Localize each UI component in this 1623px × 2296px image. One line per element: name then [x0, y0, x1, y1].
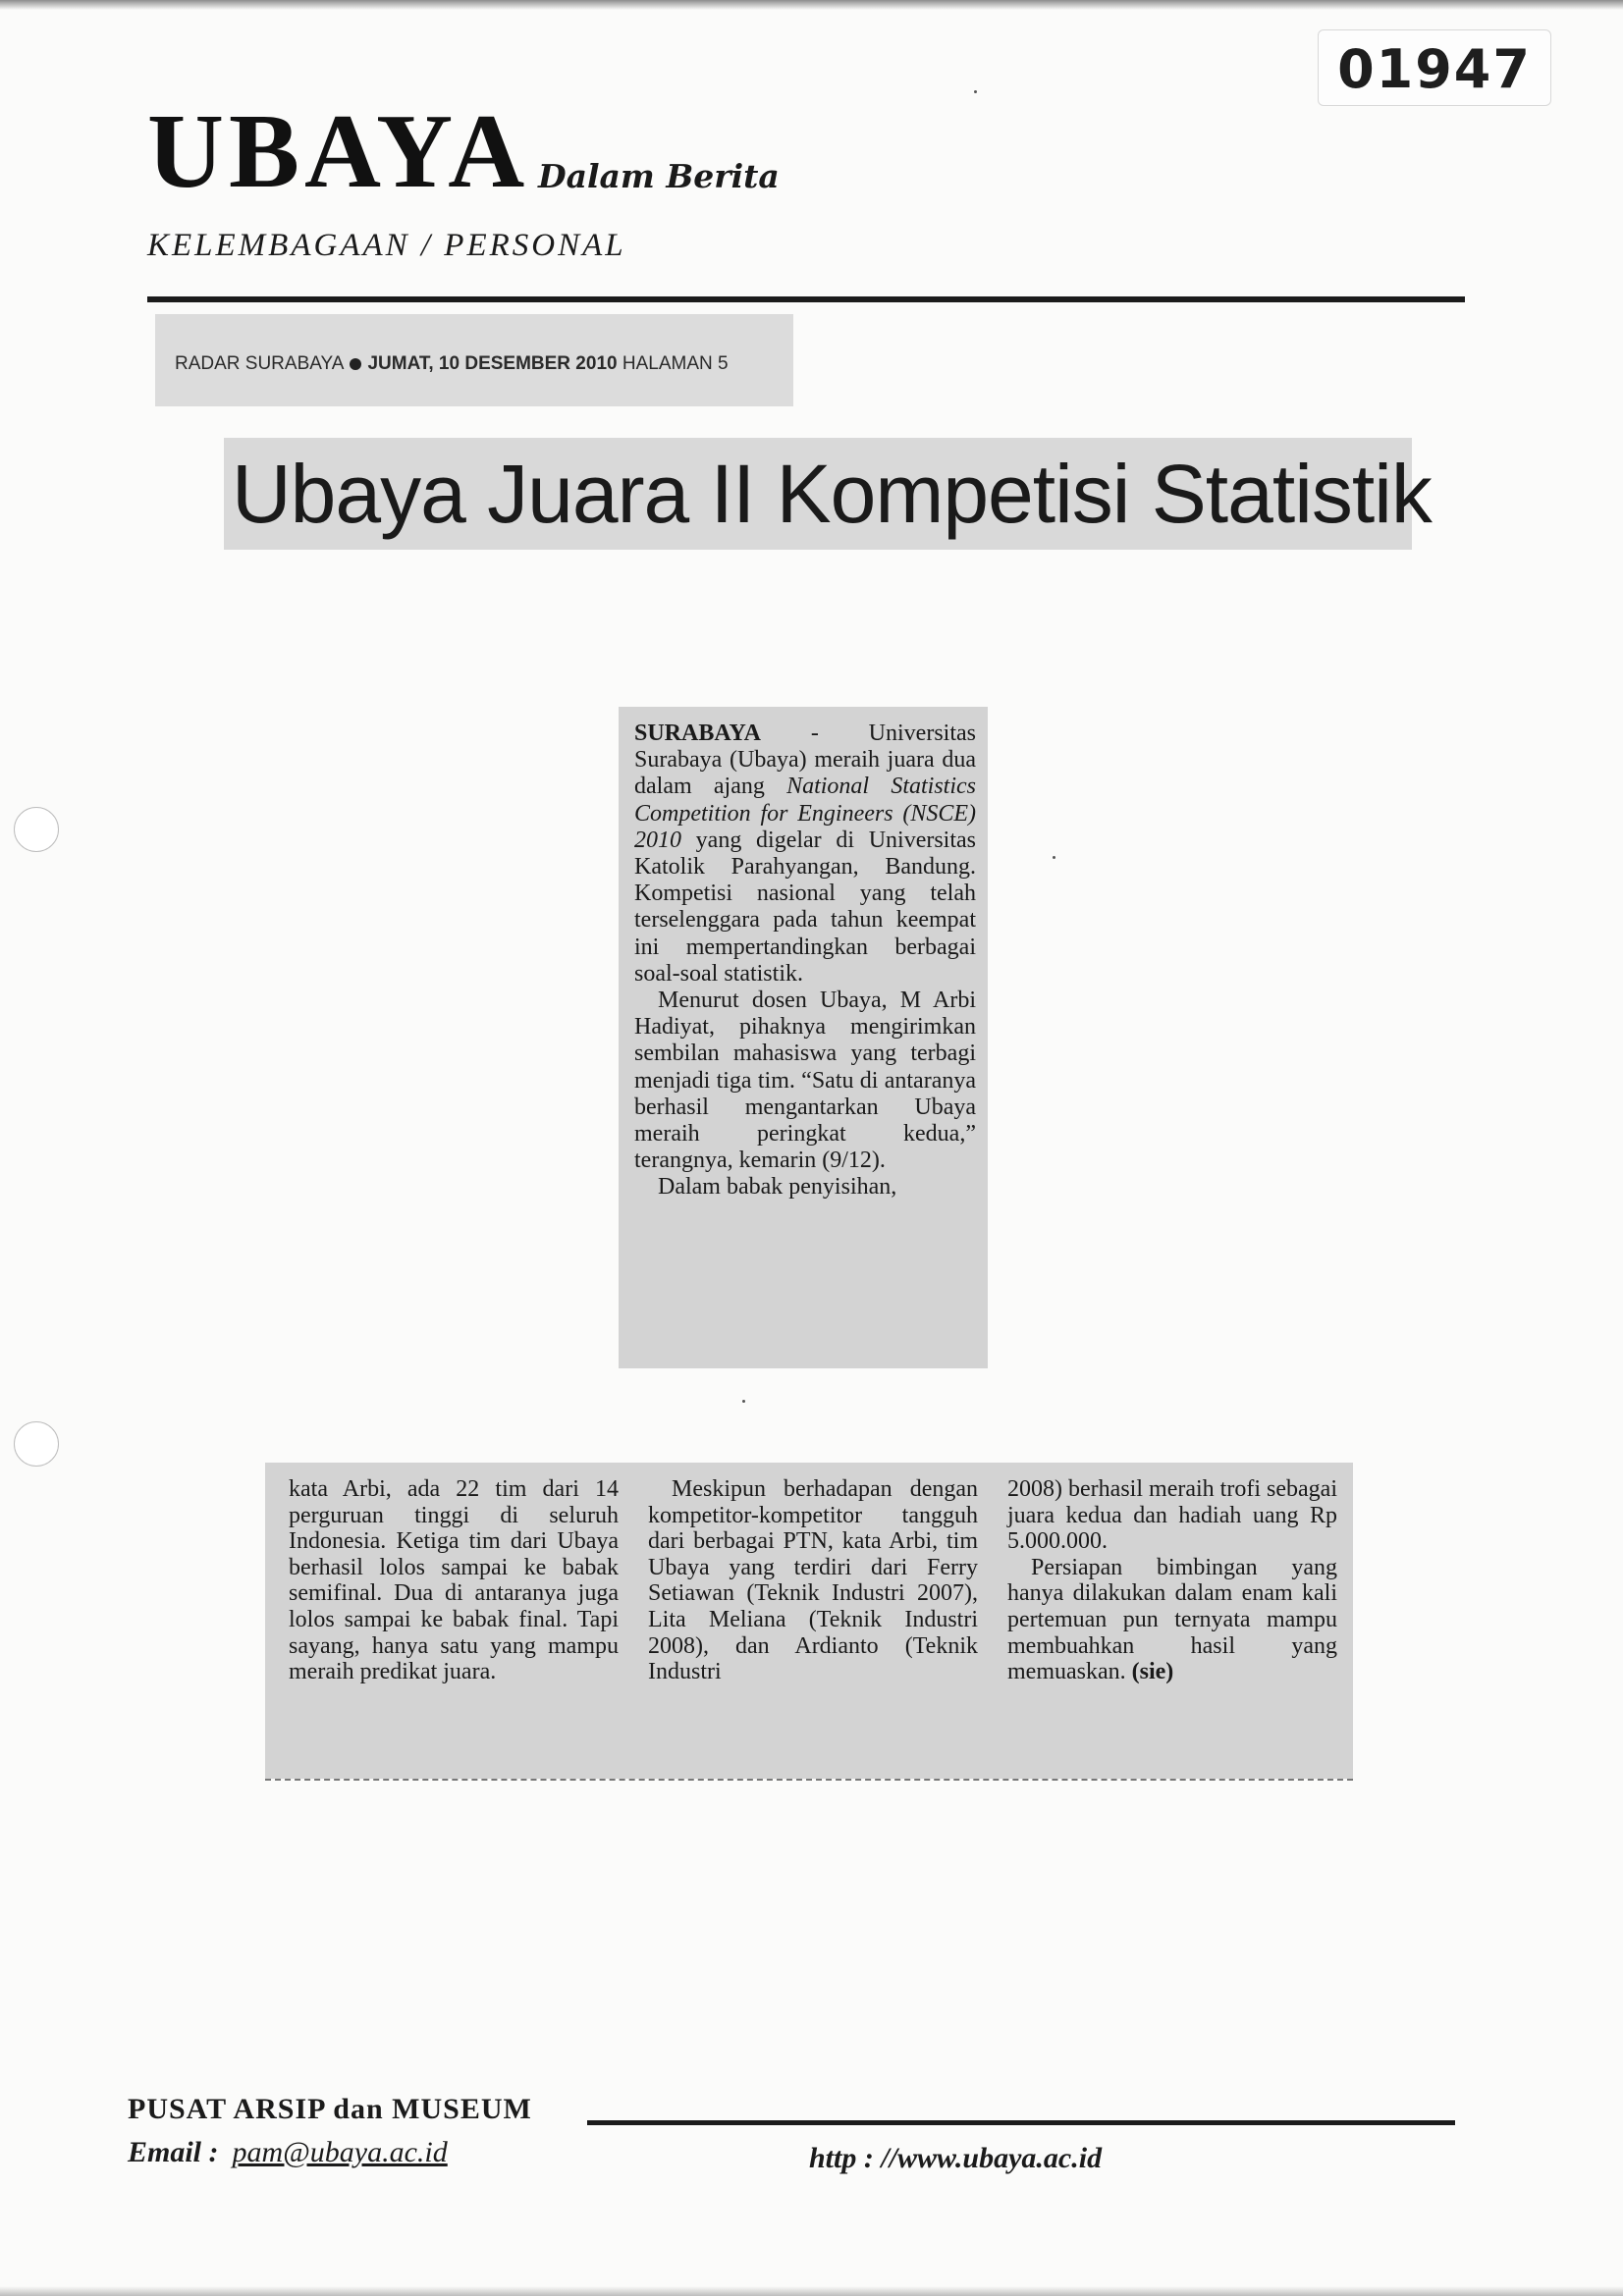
footer-rule	[587, 2120, 1455, 2125]
punch-hole-lower	[14, 1421, 59, 1467]
scan-speck	[1053, 856, 1055, 859]
scan-bottom-edge	[0, 2286, 1623, 2296]
punch-hole-upper	[14, 807, 59, 852]
column-1	[289, 1476, 619, 1779]
footer-email	[128, 2136, 448, 2169]
clipping-cut-line	[265, 1779, 1353, 1781]
source-paper: RADAR SURABAYA	[175, 353, 345, 374]
column-1-text: kata Arbi, ada 22 tim dari 14 perguruan tinggi di seluruh Indonesia. Ketiga tim dari Ubaya berhasil lolos sampai ke babak semifinal. Dua di antaranya juga lolos sampai ke babak final. Tapi sayang, hanya satu yang mampu meraih predikat juara.	[289, 1476, 619, 1685]
column-3-closing	[1007, 1555, 1337, 1685]
bullet-icon	[350, 358, 361, 370]
masthead	[147, 93, 1473, 210]
column-3-text: 2008) berhasil meraih trofi sebagai juara kedua dan hadiah uang Rp 5.000.000.	[1007, 1476, 1337, 1555]
source-date: JUMAT, 10 DESEMBER 2010	[367, 353, 618, 374]
source-strip	[155, 314, 793, 406]
scan-speck	[974, 90, 977, 93]
category-label: KELEMBAGAAN / PERSONAL	[147, 228, 626, 263]
footer-organization: PUSAT ARSIP dan MUSEUM	[128, 2093, 532, 2125]
source-page: HALAMAN 5	[622, 353, 729, 374]
column-2-text: Meskipun berhadapan dengan kompetitor-kompetitor tangguh dari berbagai PTN, kata Arbi, tim Ubaya yang terdiri dari Ferry Setiawan (Teknik Industri 2007), Lita Meliana (Teknik Industri 2008), dan Ardianto (Teknik Industri	[648, 1476, 978, 1685]
email-link[interactable]: pam@ubaya.ac.id	[232, 2136, 448, 2168]
footer-website[interactable]: http : //www.ubaya.ac.id	[809, 2142, 1103, 2174]
article-headline: Ubaya Juara II Kompetisi Statistik	[224, 438, 1412, 550]
lead-paragraph-3: Dalam babak penyisihan,	[658, 1174, 897, 1201]
archive-number: 01947	[1318, 29, 1551, 106]
scan-speck	[742, 1400, 745, 1403]
column-2	[648, 1476, 978, 1779]
column-3	[1007, 1476, 1337, 1779]
lead-text-rest: yang digelar di Universitas Katolik Parahyangan, Bandung. Kompetisi nasional yang telah terselenggara pada tahun keempat ini mempertandingkan berbagai soal-soal statistik.	[634, 827, 976, 987]
lead-paragraph-1	[634, 721, 976, 988]
dateline: SURABAYA	[634, 721, 761, 746]
scan-top-edge	[0, 0, 1623, 10]
author-signoff: (sie)	[1131, 1659, 1174, 1685]
closing-text: Persiapan bimbingan yang hanya dilakukan dalam enam kali pertemuan pun ternyata mampu membuahkan hasil yang memuaskan.	[1007, 1554, 1337, 1685]
email-label: Email :	[128, 2136, 219, 2168]
header-rule	[147, 296, 1465, 302]
article-continuation	[265, 1463, 1353, 1779]
competition-name: National Statistics Competition for Engineers (NSCE) 2010	[634, 774, 976, 853]
masthead-subtitle: Dalam Berita	[538, 157, 780, 195]
lead-text: - Universitas Surabaya (Ubaya) meraih juara dua dalam ajang	[634, 721, 976, 800]
lead-paragraph-2: Menurut dosen Ubaya, M Arbi Hadiyat, pihaknya mengirimkan sembilan mahasiswa yang terbagi menjadi tiga tim. “Satu di antaranya berhasil mengantarkan Ubaya meraih peringkat kedua,” terangnya, kemarin (9/12).	[634, 988, 976, 1174]
article-lead	[619, 707, 988, 1368]
masthead-title: UBAYA	[147, 93, 530, 210]
